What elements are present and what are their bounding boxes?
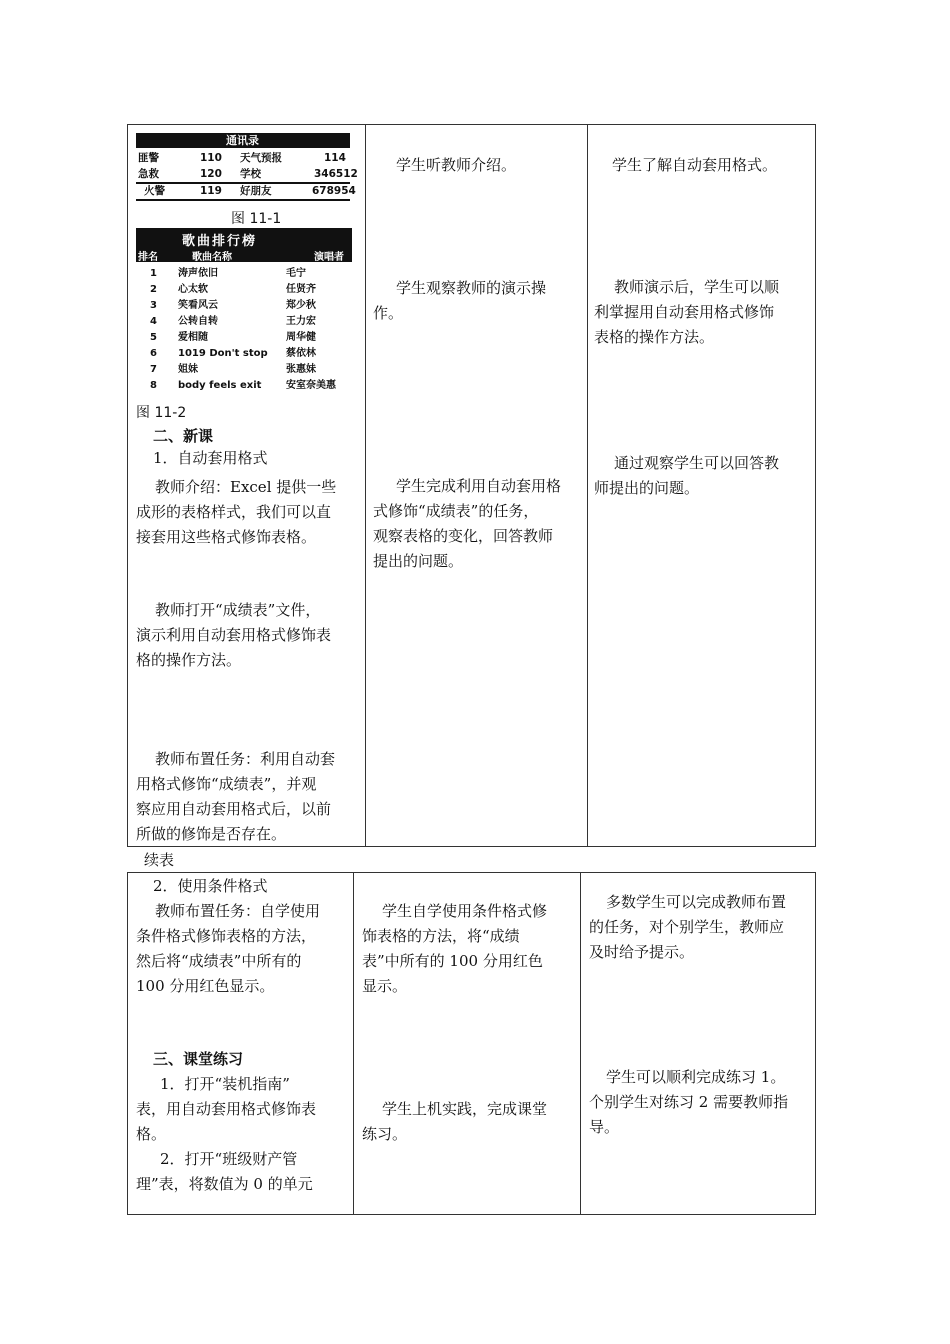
paragraph-line: 察应用自动套用格式后，以前 [136,800,332,818]
paragraph-line: 表格的操作方法。 [594,328,715,346]
paragraph-line: 多数学生可以完成教师布置 [606,893,787,911]
table-row: 2 心太软 任贤齐 [150,284,316,295]
figure-11-1-contact-table [136,125,358,205]
table-row: 7 姐妹 张惠妹 [150,364,316,375]
table-row: 3 笑看风云 郑少秋 [150,300,316,311]
paragraph-line: 教师布置任务：利用自动套 [155,750,336,768]
paragraph-line: 教师布置任务：自学使用 [155,902,321,920]
table-row: 火警 119 好朋友 678954 [144,185,356,197]
paragraph-line: 所做的修饰是否存在。 [136,825,287,843]
paragraph-line: 观察表格的变化，回答教师 [373,527,554,545]
paragraph-line: 格。 [136,1125,167,1143]
paragraph-line: 及时给予提示。 [589,943,695,961]
paragraph-line: 演示利用自动套用格式修饰表 [136,626,332,644]
column-divider [580,873,581,1214]
paragraph-line: 学生听教师介绍。 [396,156,517,174]
paragraph-line: 学生自学使用条件格式修 [382,902,548,920]
continued-label: 续表 [144,851,175,869]
table-row: 5 爱相随 周华健 [150,332,316,343]
figure-rule [136,199,350,201]
item-heading: 2．使用条件格式 [153,877,268,895]
paragraph-line: 师提出的问题。 [594,479,700,497]
figure-title: 歌曲排行榜 [182,234,258,249]
paragraph-line: 的任务，对个别学生，教师应 [589,918,785,936]
paragraph-line: 表，用自动套用格式修饰表 [136,1100,317,1118]
figure-title: 通讯录 [226,134,259,147]
paragraph-line: 教师介绍：Excel 提供一些 [155,478,337,496]
paragraph-line: 1．打开“装机指南” [160,1075,290,1093]
paragraph-line: 教师打开“成绩表”文件， [155,601,321,619]
paragraph-line: 学生可以顺利完成练习 1。 [606,1068,786,1086]
paragraph-line: 学生上机实践，完成课堂 [382,1100,548,1118]
figure-caption: 图 11-2 [136,405,187,421]
paragraph-line: 导。 [589,1118,620,1136]
paragraph-line: 个别学生对练习 2 需要教师指 [589,1093,789,1111]
paragraph-line: 饰表格的方法，将“成绩 [362,927,520,945]
paragraph-line: 作。 [373,304,404,322]
paragraph-line: 用格式修饰“成绩表”，并观 [136,775,317,793]
item-heading: 1．自动套用格式 [153,449,268,467]
column-divider [353,873,354,1214]
column-divider [587,125,588,846]
paragraph-line: 2．打开“班级财产管 [160,1150,298,1168]
paragraph-line: 式修饰“成绩表”的任务， [373,502,539,520]
section-title: 三、课堂练习 [153,1050,244,1068]
paragraph-line: 学生观察教师的演示操 [396,279,547,297]
paragraph-line: 练习。 [362,1125,408,1143]
figure-header-bar: 歌曲排行榜 排名 歌曲名称 演唱者 [136,228,352,262]
paragraph-line: 成形的表格样式，我们可以直 [136,503,332,521]
paragraph-line: 利掌握用自动套用格式修饰 [594,303,775,321]
paragraph-line: 提出的问题。 [373,552,464,570]
figure-caption: 图 11-1 [231,211,282,227]
paragraph-line: 条件格式修饰表格的方法， [136,927,317,945]
paragraph-line: 然后将“成绩表”中所有的 [136,952,302,970]
column-divider [365,125,366,846]
table-row: 匪警 110 天气预报 114 [138,152,346,164]
paragraph-line: 显示。 [362,977,408,995]
table-row: 8 body feels exit 安室奈美惠 [150,380,336,391]
figure-11-2-song-chart [136,228,352,394]
paragraph-line: 表”中所有的 100 分用红色 [362,952,543,970]
table-row: 急救 120 学校 346512 [138,168,358,180]
paragraph-line: 格的操作方法。 [136,651,242,669]
paragraph-line: 接套用这些格式修饰表格。 [136,528,317,546]
section-title: 二、新课 [153,427,214,445]
paragraph-line: 教师演示后，学生可以顺 [614,278,780,296]
paragraph-line: 通过观察学生可以回答教 [614,454,780,472]
paragraph-line: 学生了解自动套用格式。 [612,156,778,174]
figure-header-bar [136,133,350,148]
paragraph-line: 理”表，将数值为 0 的单元 [136,1175,313,1193]
table-row: 1 涛声依旧 毛宁 [150,268,306,279]
paragraph-line: 100 分用红色显示。 [136,977,275,995]
table-row: 4 公转自转 王力宏 [150,316,316,327]
table-row: 6 1019 Don't stop 蔡依林 [150,348,316,359]
paragraph-line: 学生完成利用自动套用格 [396,477,562,495]
